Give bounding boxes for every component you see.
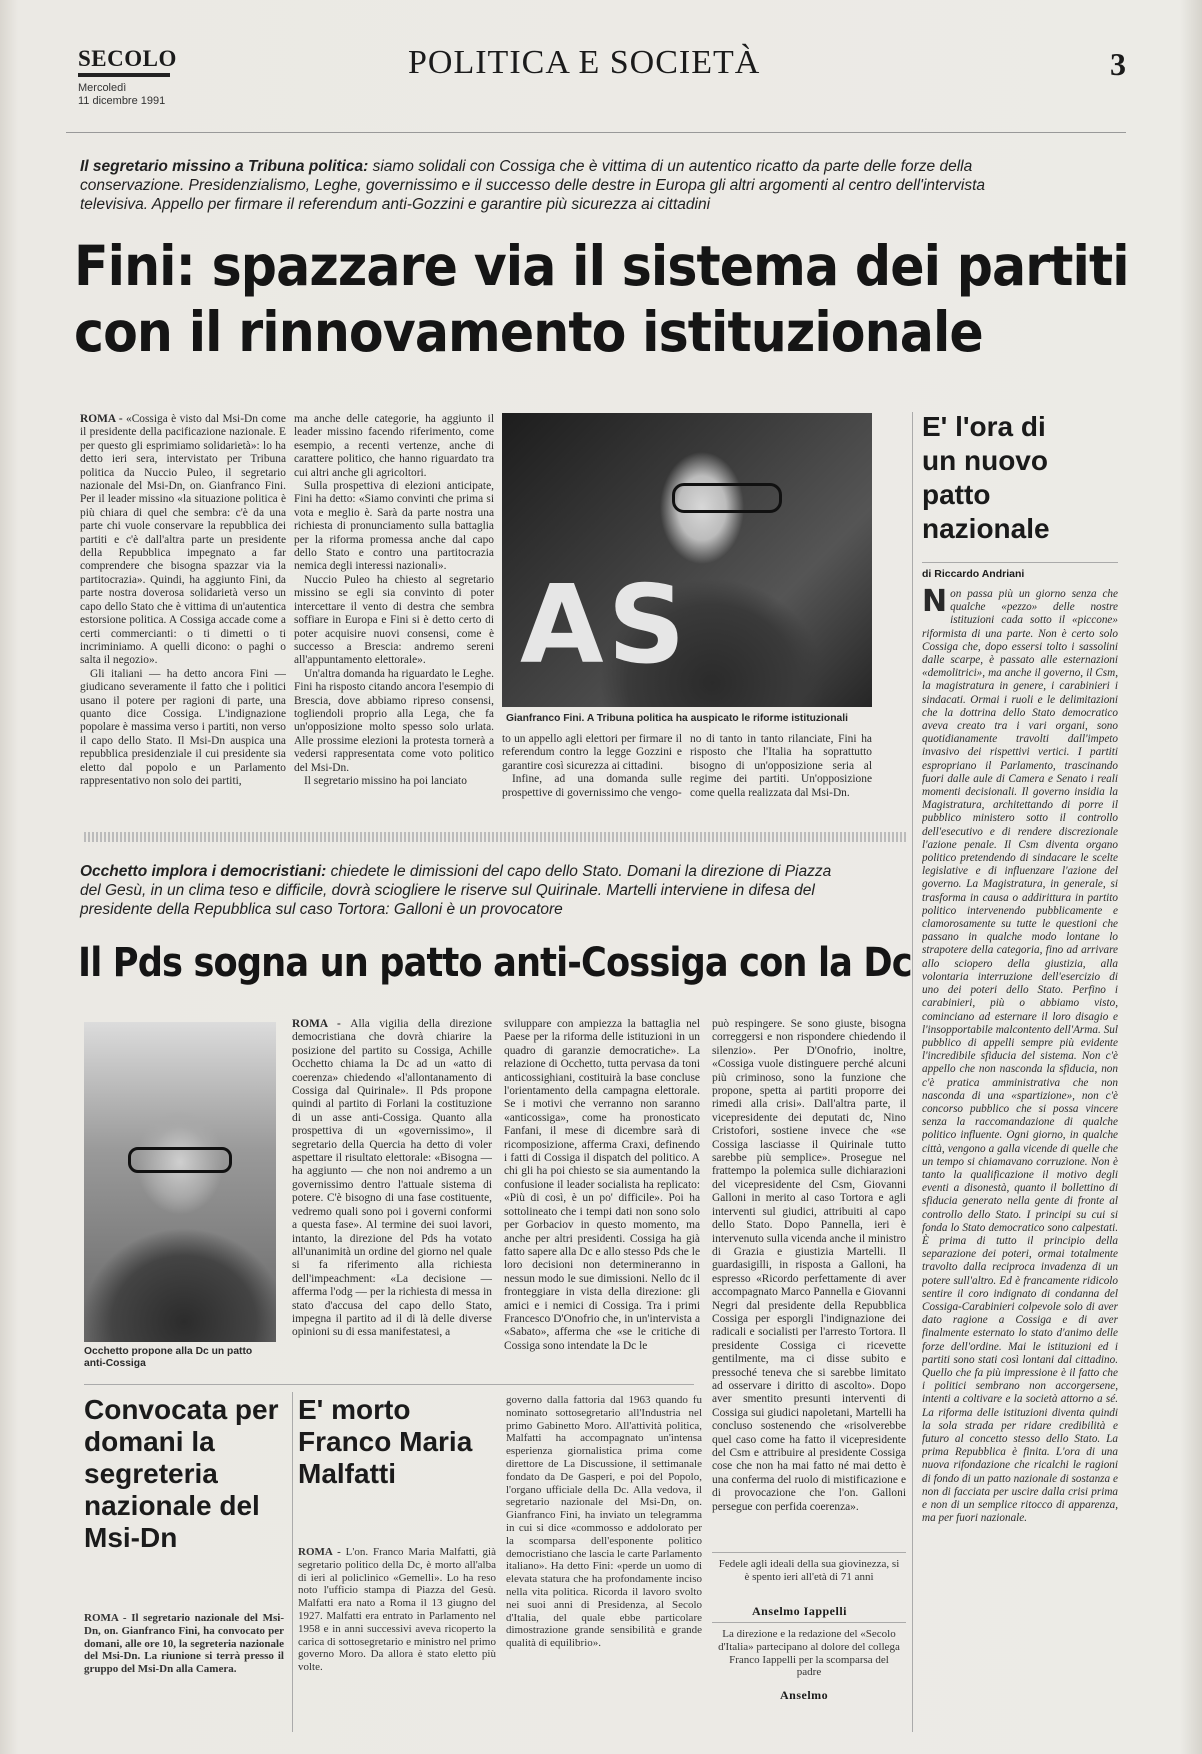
section-separator [84, 832, 906, 842]
kicker-lead: Occhetto implora i democristiani: [80, 863, 327, 880]
notice-rule-2 [712, 1622, 906, 1623]
editorial-divider [912, 412, 913, 1732]
column-paragraph: Il segretario missino ha poi lanciato [304, 774, 467, 787]
story-malfatti-headline: E' morto Franco Maria Malfatti [298, 1394, 473, 1489]
column-text: ma anche delle categorie, ha aggiunto il leader missino facendo riferimento, come esempio, a recenti vertenze, anche di carattere politico, che hanno riguardato tra cui altri anche gli agricoltori. [294, 413, 494, 479]
kicker-text: chiedete le dimissioni del capo dello Stato. Domani la direzione di Piazza del Gesù, in un clima teso e difficile, dovrà sciogliere le riserve sul Quirinale. Martelli interviene in difesa del presidente della Repubblica sul caso Tortora: Galloni è un provocatore [80, 863, 832, 918]
notice-rule [712, 1552, 906, 1553]
story-msi-lead: ROMA - [84, 1612, 132, 1624]
occhetto-photo [84, 1022, 276, 1342]
glasses-icon [128, 1147, 232, 1173]
logo-rule [78, 73, 170, 77]
fini-photo-caption: Gianfranco Fini. A Tribuna politica ha auspicato le riforme istituzionali [506, 713, 848, 724]
story-pds-column-1 [292, 1018, 492, 1374]
column-paragraph: Nuccio Puleo ha chiesto al segretario missino se egli sia convinto di poter intercettare il vento di destra che sembra soffiare in Europa e Fini si è detto certo di poter acquisire nuovi consensi, come è successo a Brescia: andremo sereni all'appuntamento elettorale». [294, 573, 494, 667]
dateline [78, 82, 165, 108]
story-malfatti-column-2 [506, 1394, 702, 1732]
editorial-body [922, 588, 1118, 1738]
column-lead: ROMA - [80, 413, 127, 425]
column-text: L'on. Franco Maria Malfatti, già segretario politico della Dc, è morto all'alba di ieri al policlinico «Gemelli». Lo ha reso noto l'ufficio stampa di Piazza del Gesù. Malfatti era nato a Roma il 13 giugno del 1927. Malfatti era entrato in Parlamento nel 1958 e in anni successivi aveva ricoperto la carica di sottosegretario e ministro nel primo governo Moro. Da allora è stato eletto più volte. [298, 1546, 496, 1674]
story-msi-text: Il segretario nazionale del Msi-Dn, on. Gianfranco Fini, ha convocato per domani, alle ore 10, la segreteria nazionale del Msi-Dn. La riunione si terrà presso il gruppo del Msi-Dn alla Camera. [84, 1612, 284, 1676]
column-text: governo dalla fattoria dal 1963 quando fu nominato sottosegretario all'Industria nel primo Gabinetto Moro. All'attività politica, Malfatti ha accompagnato un'intensa esperienza giornalistica prima come direttore de La Discussione, il settimanale fondato da De Gasperi, e poi del Popolo, l'organo ufficiale della Dc. Alla vedova, il segretario nazionale del Msi-Dn, on. Gianfranco Fini, ha inviato un telegramma in cui si dice «commosso e addolorato per la scomparsa dell'esponente politico democristiano che lascia le carte Parlamento italiano». Ha detto Fini: «perde un uomo di elevata statura che ha profondamente inciso nella vita politica. Ricorda il lavoro svolto nei suoi anni di Presidenza, al Secolo d'Italia, del quale ebbe particolare dimostrazione grande sensibilità e grande qualità di equilibrio». [506, 1394, 702, 1650]
story-pds-kicker [80, 862, 840, 919]
story-pds-column-3 [712, 1018, 906, 1546]
fini-photo [502, 413, 872, 707]
column-text: Alla vigilia della direzione democristiana che dovrà chiarire la posizione del partito su Cossiga, Achille Occhetto chiama la Dc ad un «atto di coerenza» chiedendo «l'allontanamento di Cossiga dal Quirinale». Il Pds propone quindi al partito di Forlani la costituzione di un asse anti-Cossiga. Quanto alla prospettiva di un «governissimo», il segretario della Quercia ha detto di voler aspettare il risultato elettorale: «Bisogna — ha aggiunto — che non noi andremo a un governissimo dentro l'attuale sistema di potere. C'è bisogno di una fase costituente, vedremo quali sono poi i governi conformi a questa fase». Al termine dei suoi lavori, intanto, la direzione del Pds ha votato all'unanimità un ordine del giorno nel quale si fa riferimento alla richiesta dell'impeachment: «La decisione — afferma l'odg — per la richiesta di messa in stato d'accusa del capo dello Stato, impegna il partito ad il di là delle diverse opinioni su di essa manifestatesi, a [292, 1018, 492, 1339]
editorial-headline: E' l'ora di un nuovo patto nazionale [922, 411, 1050, 544]
kicker-text: siamo solidali con Cossiga che è vittima di un autentico ricatto da parte delle forze della conservazione. Presidenzialismo, Leghe, governissimo e il successo delle destre in Europa gli altri argomenti al centro dell'intervista televisiva. Appello per firmare il referendum anti-Gozzini e garantire più sicurezza ai cittadini [80, 158, 985, 213]
kicker-lead: Il segretario missino a Tribuna politica: [80, 158, 369, 175]
glasses-icon [672, 483, 782, 513]
story-fini-column-1 [80, 413, 286, 818]
column-text: no di tanto in tanto rilanciate, Fini ha risposto che l'Italia ha soprattutto bisogno di un'opposizione seria al regime dei partiti. Un'opposizione come quella realizzata dal Msi-Dn. [690, 733, 872, 799]
editorial-dropcap: N [922, 588, 948, 619]
issue-date: 11 dicembre 1991 [78, 95, 166, 107]
column-paragraph: Gli italiani — ha detto ancora Fini — giudicano severamente il fatto che i politici usano il potere per ragioni di parte, una quanto dice Cossiga. L'indignazione popolare è massima verso i partiti, non verso il capo dello Stato. Il Msi-Dn auspica una repubblica presidenziale il cui presidente sia eletto dal popolo e un Parlamento rappresentativo non solo dei partiti, [80, 667, 286, 787]
editorial-byline: di Riccardo Andriani [922, 568, 1025, 580]
story-pds-headline: Il Pds sogna un patto anti-Cossiga con la Dc [78, 940, 912, 986]
column-text: to un appello agli elettori per firmare il referendum contro la legge Gozzini e garantire così sicurezza ai cittadini. [502, 733, 682, 772]
column-paragraph: Sulla prospettiva di elezioni anticipate, Fini ha detto: «Siamo convinti che prima si vota e meglio è. Sarà da parte nostra una richiesta di pronunciamento sulla battaglia per la riforma promessa anche dal capo dello Stato e contro una partitocrazia nemica degli interessi nazionali». [294, 480, 494, 573]
issue-day: Mercoledì [78, 82, 127, 94]
condolence-notice: La direzione e la redazione del «Secolo d'Italia» partecipano al dolore del collega Franco Iappelli per la scomparsa del padre [718, 1628, 900, 1679]
story-fini-headline [74, 233, 1129, 365]
editorial-text: on passa più un giorno senza che qualche «pezzo» delle nostre istituzioni cada sotto il «piccone» riformista di una parte. Non è certo solo Cossiga che, dopo essersi tolto i sassolini dalle scarpe, è passato alle esternazioni «demolitrici», ma anche il governo, il Csm, la magistratura in genere, i carabinieri i sindacati. Ormai i ruoli e le delimitazioni che la dottrina dello Stato democratico aveva creato tra i vari organi, sono quotidianamente travolti dall'impeto invasivo dei rispettivi vertici. I partiti espropriano il Parlamento, trascinando fuori dalle aule di Camera e Senato i reali momenti decisionali. Il governo insidia la Magistratura, architettando di porre il pubblico ministero sotto il controllo dell'esecutivo e di rendere discrezionale l'azione penale. Il Csm diventa organo politico pretendendo di sindacare le scelte legislative e di influenzare l'azione del governo. La Magistratura, in generale, si trasforma in causa o addirittura in partito politico intervenendo pubblicamente e clamorosamente su tutte le questioni che passano in qualche modo lontane lo strapotere della categoria, fino ad arrivare allo sciopero della giustizia, alla volontaria interruzione dell'esercizio di uno dei poteri dello Stato. Perfino i carabinieri, più o abbiamo visto, cominciano ad esternare il loro disagio e l'insopportabile malcontento dell'Arma. Sul pubblico di appelli sempre più evidente l'incredibile sfiducia del sistema. Non c'è appello che non nasconda la sfiducia, non c'è pratica amministrativa che non nasconda di una «spartizione», non c'è concorso pubblico che si possa vincere senza la raccomandazione di qualche politico influente. Ogni giorno, in qualche città, vengono a galla vicende di quelle che un tempo si chiamavano corruzione. Non è tanto la qualificazione il motivo degli eventi a disonestà, quanto il bollettino di sfiducia generato nella gente di fronte al controllo dello Stato. I principi su cui si fonda lo Stato democratico sono calpestati. È prima di tutto il principio della separazione dei poteri, ormai totalmente travolto dalla reciproca invadenza di un potere sull'altro. Ed è francamente ridicolo sentire il coro indignato di condanna del Cossiga-Carabinieri colpevole solo di aver dato ragione a Cossiga e di aver finalmente esternato lo stato d'animo delle forze dell'ordine. Mai le istituzioni ed i partiti sono stati così lontani dal cittadino. Quello che fa più impressione è il fatto che i politici sembrano non accorgersene, intenti a coltivare e la società attorno a sé. La riforma delle istituzioni diventa quindi la sola strada per ridare credibilità e futuro al concetto stesso dello Stato. La prima Repubblica è finita. L'ora di una nuova rifondazione che ricalchi le ragioni di fondo di un patto nazionale di sostanza e non di facciata per uscire dalla crisi prima e non di un semplice ritocco di apparenza, ma per fuori nazionale. [922, 588, 1118, 1525]
story-malfatti-lead: ROMA - [298, 1546, 346, 1558]
lower-rule [84, 1384, 694, 1385]
obituary-divider [292, 1392, 293, 1732]
occhetto-photo-caption: Occhetto propone alla Dc un patto anti-Cossiga [84, 1346, 253, 1369]
column-text: può respingere. Se sono giuste, bisogna correggersi e non rispondere chiedendo il silenzio». Per D'Onofrio, inoltre, «Cossiga vuole distinguere perché alcuni più criminoso, sono la funzione che propone, spetta ai partiti proporre dei rimedi alla crisi». Dall'altra parte, il vicepresidente dei deputati dc, Nino Cristofori, sostiene invece che «se Cossiga lasciasse il Quirinale tutto sarebbe più semplice». Prosegue nel frattempo la polemica sulle dichiarazioni del vicepresidente del Csm, Giovanni Galloni in merito al caso Tortora e agli interventi sul giudici, attribuiti al capo dello Stato. Dopo Pannella, ieri è intervenuto sulla vicenda anche il ministro di Grazia e giustizia Martelli. Il guardasigilli, in risposta a Galloni, ha espresso «Ricordo perfettamente di aver accompagnato Marco Pannella e Giovanni Negri dal presidente della Repubblica Cossiga per esporgli l'indignazione dei radicali e socialisti per l'arresto Tortora. Il presidente Cossiga ci ricevette gentilmente, ma ci disse subito e pressoché teneva che si sarebbe limitato ad osservare i diritto di ascolto». Dopo aver smentito presunti interventi di Cossiga sui giudici napoletani, Martelli ha concluso sostenendo che «risolverebbe quel caso come ha fatto il vicepresidente del Csm e attribuire al presidente Cossiga cose che non ha mai fatto né mai detto è una conferma del ruolo di mistificazione e di provocazione che l'on. Galloni persegue con perfida coerenza». [712, 1018, 906, 1513]
masthead [78, 40, 1130, 110]
story-fini-column-3 [502, 733, 682, 818]
story-fini-kicker [80, 157, 1040, 214]
column-paragraph: Un'altra domanda ha riguardato le Leghe. Fini ha risposto citando ancora l'esempio di Brescia, dove abbiamo ripreso consensi, togliendoli proprio alla Lega, che fa un'opposizione molto spesso solo urlata. Alle prossime elezioni la protesta tornerà a vedersi rappresentata come voto politico del Msi-Dn. [294, 667, 494, 774]
column-text: «Cossiga è visto dal Msi-Dn come il presidente della pacificazione nazionale. E per questo gli esprimiamo solidarietà»: lo ha detto ieri sera, intervistato per Tribuna politica da Nuccio Puleo, il segretario nazionale del Msi-Dn, on. Gianfranco Fini. Per il leader missino «la situazione politica è più chiara di quel che sembra: c'è da una parte chi vuole conservare la repubblica dei partiti e c'è dall'altra parte un presidente della Repubblica impegnato a far comprendere che bisogna spazzar via la partitocrazia». Quindi, ha aggiunto Fini, da parte nostra doverosa solidarietà verso un capo dello Stato che è vittima di un'autentica estorsione politica. A Cossiga accade come a certi commercianti: o ti dimetti o ti incriminiamo. A quelli dicono: o paghi o salta il negozio». [80, 413, 286, 667]
column-lead: ROMA - [292, 1018, 351, 1030]
column-text: sviluppare con ampiezza la battaglia nel Paese per la riforma delle istituzioni in un quadro di garanzie democratiche». La relazione di Occhetto, tutta pervasa da toni anticossighiani, costituirà la base concluse l'orientamento della campagna elettorale. Se i motivi che verranno non saranno «anticossiga», come ha pronosticato Fanfani, il mese di dicembre sarà di ricomposizione, afferma Craxi, definendo i fatti di Cossiga il dispatch del politico. A chi gli ha poi chiesto se sia aumentando la confusione il leader socialista ha replicato: «Più di così, è un po' difficile». Poi ha sottolineato che i tempi dati non sono solo per Gorbaciov in questo momento, ma anche per altri presidenti. Cossiga ha già fatto sapere alla Dc e allo stesso Pds che le loro decisioni non determineranno in nessun modo le sue dimissioni. Nello dc il fronteggiare in vista della direzione: gli amici e i nemici di Cossiga. Tra i primi Francesco D'Onofrio che, in un'intervista a «Sabato», afferma che «se le critiche di Cossiga sono intendate la Dc le [504, 1018, 700, 1352]
editorial-rule [922, 562, 1118, 563]
headline-line-1: Fini: spazzare via il sistema dei partiti [74, 234, 1129, 298]
page-number: 3 [1110, 46, 1126, 82]
condolence-signature: Anselmo [780, 1688, 829, 1702]
story-msi-body [84, 1612, 284, 1732]
story-fini-column-4 [690, 733, 872, 818]
memorial-signature: Anselmo Iappelli [752, 1604, 848, 1618]
column-paragraph: Infine, ad una domanda sulle prospettive di governissimo che vengo- [502, 773, 682, 799]
memorial-notice: Fedele agli ideali della sua giovinezza, si è spento ieri all'età di 71 anni [718, 1558, 900, 1583]
section-title: POLITICA E SOCIETÀ [408, 44, 761, 81]
story-malfatti-column-1 [298, 1546, 496, 1732]
photo-backdrop-letters: AS [520, 563, 690, 688]
story-pds-column-2 [504, 1018, 700, 1374]
story-fini-column-2 [294, 413, 494, 818]
newspaper-logo: SECOLO [78, 46, 177, 71]
headline-line-2: con il rinnovamento istituzionale [74, 300, 983, 364]
story-msi-headline: Convocata per domani la segreteria nazionale del Msi-Dn [84, 1394, 279, 1553]
